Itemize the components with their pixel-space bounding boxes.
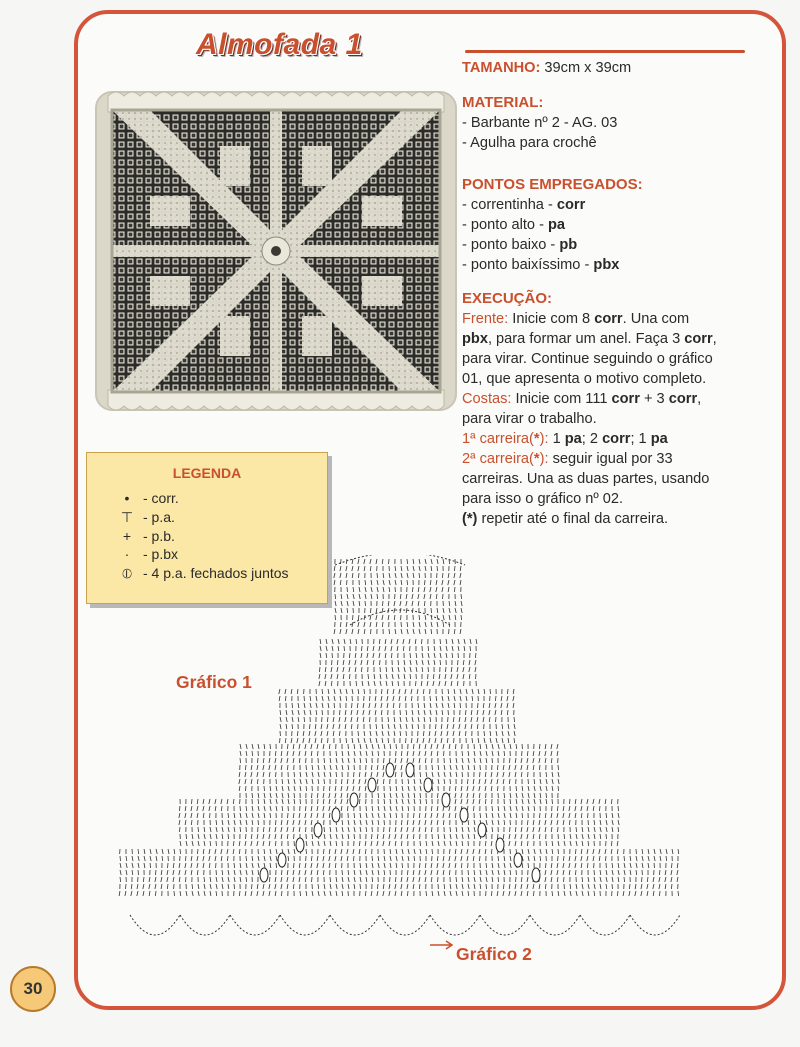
grafico-2-label: Gráfico 2 (456, 944, 532, 964)
grafico-1-label: Gráfico 1 (176, 672, 252, 692)
legend-item-cluster: ⦶ - 4 p.a. fechados juntos (117, 564, 289, 582)
material-item: - Barbante nº 2 - AG. 03 (462, 115, 618, 131)
pontos-section (462, 175, 787, 275)
title-rule (465, 50, 745, 53)
crochet-chart (100, 555, 700, 955)
repeat-note: (*) repetir até o final da carreira. (462, 511, 669, 527)
page-number: 30 (10, 966, 56, 1012)
ponto-item: - ponto alto - pa (462, 217, 566, 233)
ponto-item: - correntinha - corr (462, 197, 586, 213)
tamanho-line (462, 58, 787, 78)
tamanho-label: TAMANHO: (462, 60, 541, 76)
frente-line-3: para virar. Continue seguindo o gráfico (462, 351, 713, 367)
frente-line-2: pbx, para formar um anel. Faça 3 corr, (462, 331, 717, 347)
costas-line-1: Costas: Inicie com 111 corr + 3 corr, (462, 391, 702, 407)
legend-item-corr: • - corr. (117, 489, 179, 507)
frente-line-1: Frente: Inicie com 8 corr. Una com (462, 311, 690, 327)
double-crochet-symbol-icon: ⊤ (120, 508, 134, 525)
carreira-2-cont-2: para isso o gráfico nº 02. (462, 491, 624, 507)
tamanho-value: 39cm x 39cm (540, 60, 632, 76)
slip-stitch-symbol-icon: · (124, 546, 130, 562)
chain-symbol-icon: • (124, 490, 130, 506)
execucao-section (462, 289, 787, 529)
material-item: - Agulha para crochê (462, 135, 597, 151)
legend-title: LEGENDA (172, 465, 242, 481)
single-crochet-symbol-icon: + (122, 528, 132, 544)
cushion-photo (90, 86, 462, 416)
ponto-item: - ponto baixíssimo - pbx (462, 257, 620, 273)
legend-item-pb: + - p.b. (117, 527, 175, 545)
pontos-heading: PONTOS EMPREGADOS: (462, 176, 643, 193)
legend-item-pa: ⊤ - p.a. (117, 508, 175, 526)
page-title: Almofada 1 (196, 28, 363, 61)
execucao-heading: EXECUÇÃO: (462, 290, 553, 307)
carreira-2: 2ª carreira(*): seguir igual por 33 (462, 451, 673, 467)
legend-item-pbx: · - p.bx (117, 545, 178, 563)
material-section (462, 93, 787, 153)
material-heading: MATERIAL: (462, 94, 544, 111)
carreira-1: 1ª carreira(*): 1 pa; 2 corr; 1 pa (462, 431, 668, 447)
costas-line-2: para virar o trabalho. (462, 411, 597, 427)
ponto-item: - ponto baixo - pb (462, 237, 578, 253)
carreira-2-cont-1: carreiras. Una as duas partes, usando (462, 471, 710, 487)
cluster-symbol-icon: ⦶ (121, 564, 133, 581)
frente-line-4: 01, que apresenta o motivo completo. (462, 371, 707, 387)
